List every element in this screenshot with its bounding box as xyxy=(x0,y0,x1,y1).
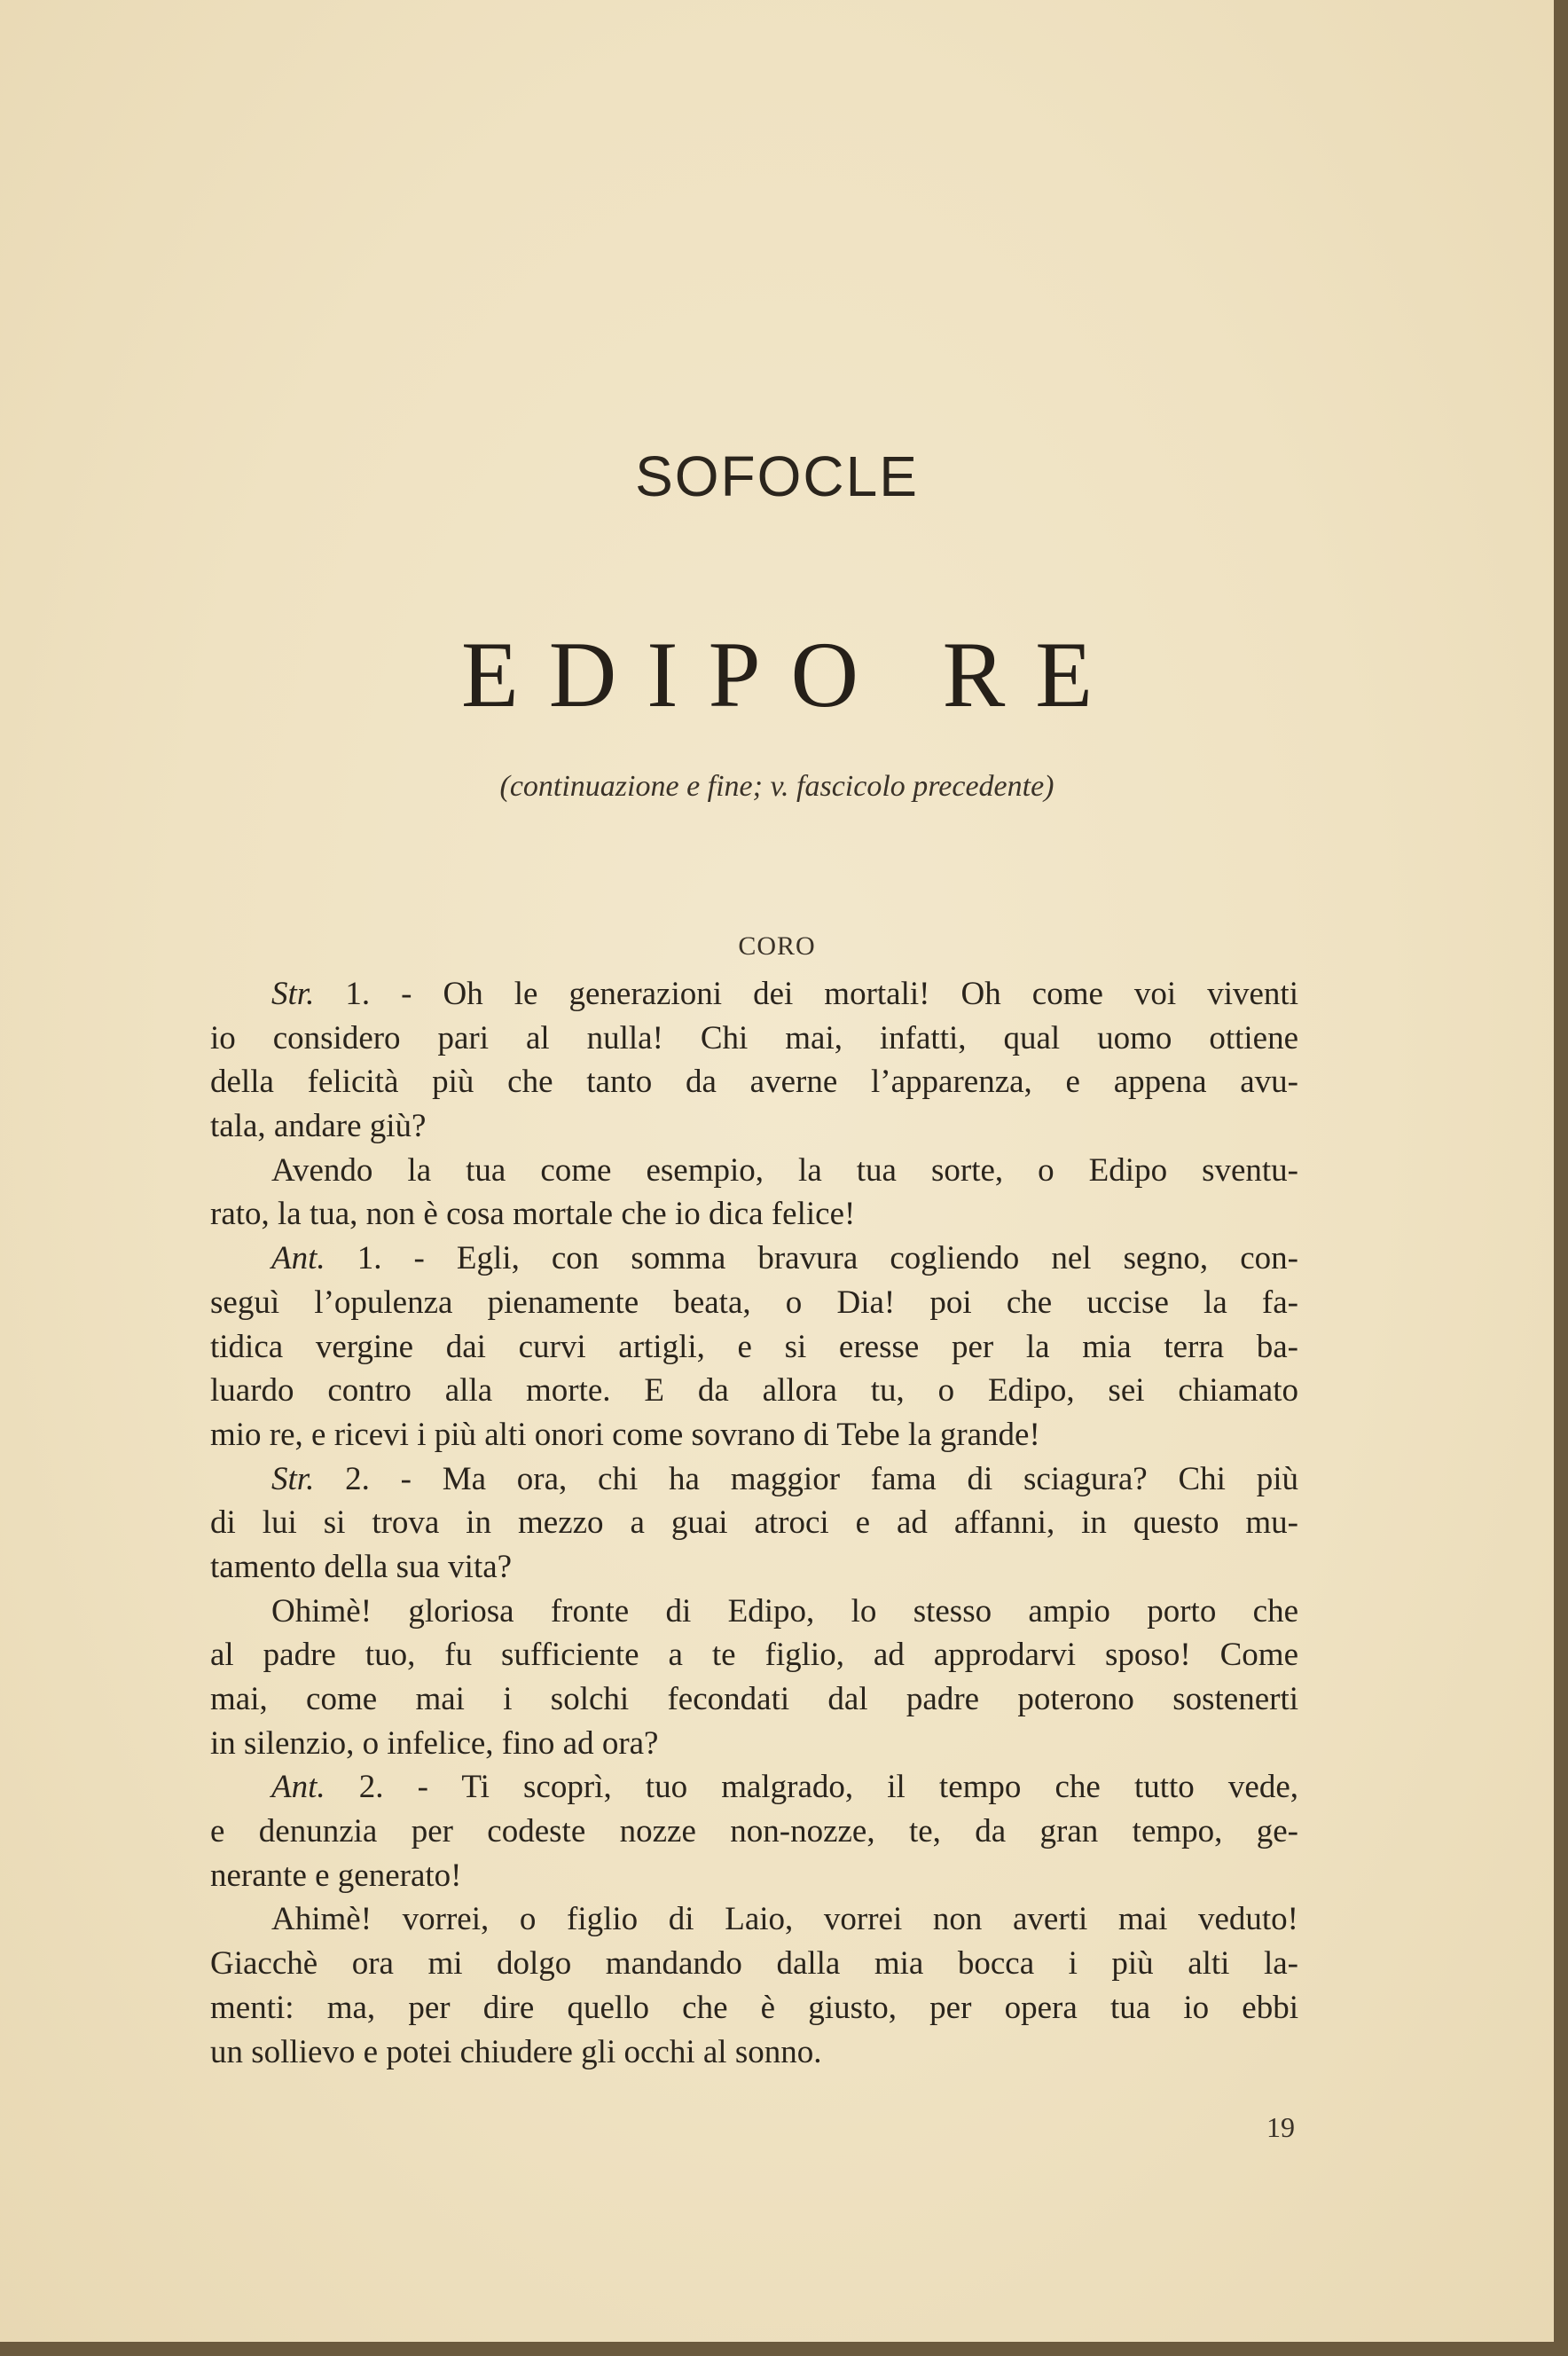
speaker-tag: Str. xyxy=(271,1460,315,1497)
line-text: tamento della sua vita? xyxy=(210,1548,513,1585)
text-line xyxy=(210,1104,1298,1149)
text-line xyxy=(210,1237,1298,1281)
line-text: mai, come mai i solchi fecondati dal padre poterono sostenerti xyxy=(210,1681,1298,1717)
text-line xyxy=(210,1325,1298,1370)
page-number: 19 xyxy=(1266,2111,1295,2143)
text-line xyxy=(210,1501,1298,1545)
text-line xyxy=(210,1017,1298,1061)
paragraph xyxy=(210,1765,1298,1897)
text-line xyxy=(210,1986,1298,2030)
paragraph xyxy=(210,972,1298,1149)
author-heading: SOFOCLE xyxy=(635,444,919,508)
paragraph xyxy=(210,1897,1298,2074)
text-line xyxy=(210,1677,1298,1722)
speaker-tag: Ant. xyxy=(271,1240,325,1277)
text-line xyxy=(210,1633,1298,1677)
line-text: 1. - Egli, con somma bravura cogliendo nel segno, con- xyxy=(325,1240,1298,1277)
line-text: rato, la tua, non è cosa mortale che io dica felice! xyxy=(210,1196,856,1233)
line-text: menti: ma, per dire quello che è giusto, per opera tua io ebbi xyxy=(210,1989,1298,2026)
text-line xyxy=(210,1854,1298,1898)
body-text xyxy=(210,972,1298,2074)
line-text: tala, andare giù? xyxy=(210,1108,427,1145)
text-line xyxy=(210,1281,1298,1325)
text-line xyxy=(210,2030,1298,2075)
text-line xyxy=(210,972,1298,1017)
paragraph xyxy=(210,1149,1298,1237)
text-line xyxy=(210,1192,1298,1237)
line-text: Ohimè! gloriosa fronte di Edipo, lo stesso ampio porto che xyxy=(271,1592,1298,1630)
line-text: della felicità più che tanto da averne l’apparenza, e appena avu- xyxy=(210,1064,1298,1101)
paragraph xyxy=(210,1237,1298,1457)
line-text: 2. - Ti scoprì, tuo malgrado, il tempo che tutto vede, xyxy=(325,1769,1298,1806)
line-text: e denunzia per codeste nozze non-nozze, te, da gran tempo, ge- xyxy=(210,1813,1298,1850)
text-line xyxy=(210,1369,1298,1413)
text-line xyxy=(210,1413,1298,1457)
line-text: 1. - Oh le generazioni dei mortali! Oh come voi viventi xyxy=(314,976,1298,1012)
line-text: mio re, e ricevi i più alti onori come sovrano di Tebe la grande! xyxy=(210,1416,1040,1453)
line-text: seguì l’opulenza pienamente beata, o Dia! poi che uccise la fa- xyxy=(210,1284,1298,1321)
text-line xyxy=(210,1545,1298,1590)
text-line xyxy=(210,1149,1298,1193)
paragraph xyxy=(210,1590,1298,1766)
text-line xyxy=(210,1897,1298,1942)
line-text: Ahimè! vorrei, o figlio di Laio, vorrei non averti mai veduto! xyxy=(271,1901,1298,1938)
line-text: io considero pari al nulla! Chi mai, infatti, qual uomo ottiene xyxy=(210,1019,1298,1056)
text-line xyxy=(210,1060,1298,1104)
text-line xyxy=(210,1942,1298,1986)
paragraph xyxy=(210,1457,1298,1590)
subtitle: (continuazione e fine; v. fascicolo precedente) xyxy=(499,770,1054,803)
speaker-tag: Ant. xyxy=(271,1769,325,1806)
text-line xyxy=(210,1810,1298,1854)
line-text: Avendo la tua come esempio, la tua sorte, o Edipo sventu- xyxy=(271,1151,1298,1189)
line-text: al padre tuo, fu sufficiente a te figlio, ad approdarvi sposo! Come xyxy=(210,1637,1298,1674)
text-line xyxy=(210,1722,1298,1766)
line-text: di lui si trova in mezzo a guai atroci e ad affanni, in questo mu- xyxy=(210,1504,1298,1542)
text-line xyxy=(210,1590,1298,1634)
text-line xyxy=(210,1457,1298,1502)
line-text: in silenzio, o infelice, fino ad ora? xyxy=(210,1724,659,1762)
section-heading: CORO xyxy=(738,931,816,961)
line-text: Giacchè ora mi dolgo mandando dalla mia bocca i più alti la- xyxy=(210,1945,1298,1983)
text-line xyxy=(210,1765,1298,1810)
line-text: luardo contro alla morte. E da allora tu, o Edipo, sei chiamato xyxy=(210,1372,1298,1410)
line-text: 2. - Ma ora, chi ha maggior fama di sciagura? Chi più xyxy=(314,1460,1298,1497)
line-text: tidica vergine dai curvi artigli, e si eresse per la mia terra ba- xyxy=(210,1328,1298,1365)
speaker-tag: Str. xyxy=(271,976,315,1012)
line-text: un sollievo e potei chiudere gli occhi al sonno. xyxy=(210,2033,822,2070)
line-text: nerante e generato! xyxy=(210,1857,462,1894)
play-title: EDIPO RE xyxy=(460,623,1124,726)
